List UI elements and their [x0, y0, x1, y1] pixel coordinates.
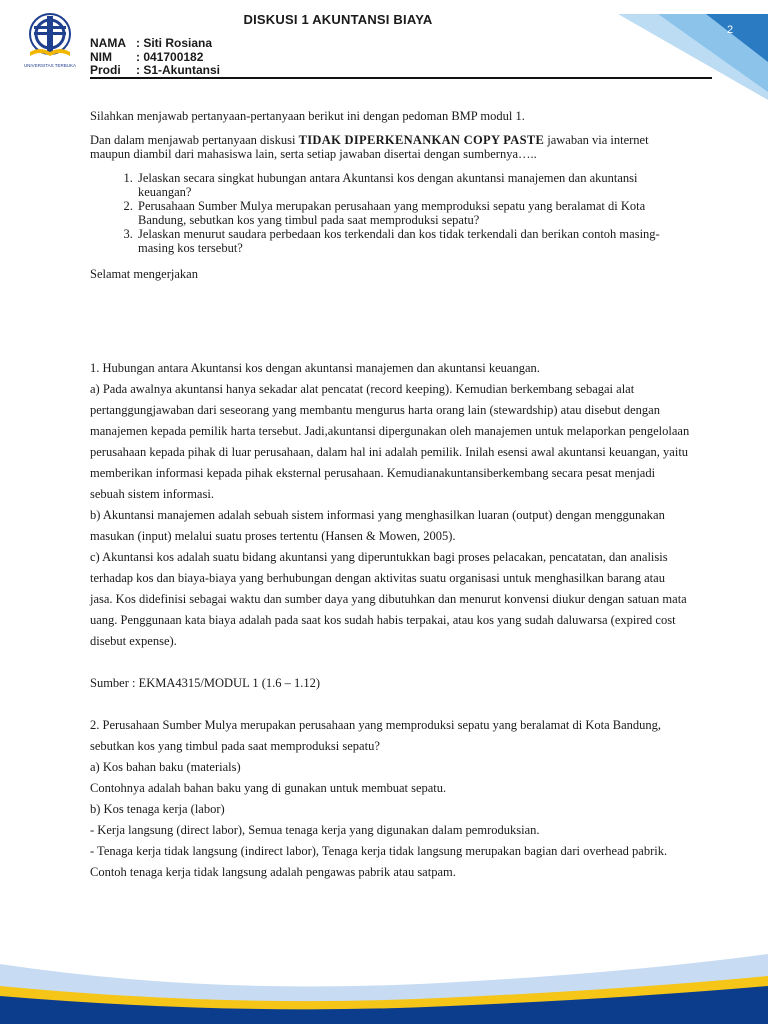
identity-row-nim — [90, 51, 220, 65]
identity-label: NIM — [90, 49, 112, 64]
answer-2-heading: 2. Perusahaan Sumber Mulya merupakan perusahaan yang memproduksi sepatu yang beralamat di Kota Bandung, sebutkan kos yang timbul pada saat memproduksi sepatu? — [90, 718, 662, 753]
answer-1-heading: 1. Hubungan antara Akuntansi kos dengan akuntansi manajemen dan akuntansi keuangan. — [90, 361, 540, 375]
closing-text: Selamat mengerjakan — [90, 267, 198, 281]
identity-value: : Siti Rosiana — [136, 36, 213, 50]
question-item: 1. Jelaskan secara singkat hubungan antara Akuntansi kos dengan akuntansi manajemen dan akuntansi keuangan? — [136, 171, 690, 199]
answer-2-line: - Tenaga kerja tidak langsung (indirect labor), Tenaga kerja tidak langsung merupakan bagian dari overhead pabrik. — [90, 844, 668, 858]
header-divider — [90, 77, 712, 79]
answer-2-line: Contoh tenaga kerja tidak langsung adalah pengawas pabrik atau satpam. — [90, 865, 456, 879]
answers-section — [90, 358, 690, 883]
instructions-section — [90, 109, 690, 291]
identity-row-prodi — [90, 64, 220, 78]
answer-2-line: - Kerja langsung (direct labor), Semua tenaga kerja yang digunakan dalam pemroduksian. — [90, 823, 540, 837]
identity-row-name — [90, 37, 220, 51]
identity-value: : 041700182 — [136, 49, 204, 64]
answer-2-line: b) Kos tenaga kerja (labor) — [90, 802, 225, 816]
question-item: 2. Perusahaan Sumber Mulya merupakan perusahaan yang memproduksi sepatu yang beralamat di Kota Bandung, sebutkan kos yang timbul pada saat memproduksi sepatu? — [136, 199, 690, 227]
page-number: 2 — [726, 24, 734, 36]
answer-source: Sumber : EKMA4315/MODUL 1 (1.6 – 1.12) — [90, 676, 321, 690]
document-title: DISKUSI 1 AKUNTANSI BIAYA — [243, 12, 433, 27]
question-item: 3. Jelaskan menurut saudara perbedaan kos terkendali dan kos tidak terkendali dan berikan contoh masing-masing kos tersebut? — [136, 227, 690, 255]
answer-2-line: Contohnya adalah bahan baku yang di gunakan untuk membuat sepatu. — [90, 781, 447, 795]
question-list — [90, 171, 690, 255]
footer-wave-decoration — [0, 924, 768, 1024]
identity-value: : S1-Akuntansi — [136, 63, 221, 77]
answer-1-a: a) Pada awalnya akuntansi hanya sekadar alat pencatat (record keeping). Kemudian berkembang sebagai alat pertanggungjawaban dari seseorang yang membantu mengurus harta orang lain (stewardship) atau disebut dengan manajemen kepada pemilik harta tersebut. Jadi,akuntansi dipergunakan oleh manajemen untuk melaporkan pengelolaan perusahaan kepada pihak di luar perusahaan, dalam hal ini adalah pemilik. Inilah esensi awal akuntansi keuangan, yaitu memberikan informasi kepada pihak eksternal perusahaan. Kemudianakuntansiberkembang secara pesat menjadi sebuah sistem informasi. — [90, 382, 690, 501]
instructions-intro: Silahkan menjawab pertanyaan-pertanyaan berikut ini dengan pedoman BMP modul 1. — [90, 109, 525, 123]
instructions-rule — [90, 133, 690, 161]
answer-1-b: b) Akuntansi manajemen adalah sebuah sistem informasi yang menghasilkan luaran (output) dengan menggunakan masukan (input) melalui suatu proses tertentu (Hansen & Mowen, 2005). — [90, 508, 665, 543]
rule-suffix: jawaban via internet maupun diambil dari mahasiswa lain, serta setiap jawaban disertai dengan sumbernya….. — [90, 133, 649, 161]
rule-prefix: Dan dalam menjawab pertanyaan diskusi — [90, 133, 299, 147]
answer-2-line: a) Kos bahan baku (materials) — [90, 760, 241, 774]
student-identity — [90, 37, 220, 78]
answer-1-c: c) Akuntansi kos adalah suatu bidang akuntansi yang diperuntukkan bagi proses pelacakan, pencatatan, dan analisis terhadap kos dan biaya-biaya yang berhubungan dengan aktivitas suatu organisasi untuk menghasilkan barang atau jasa. Kos didefinisi sebagai waktu dan sumber daya yang dibutuhkan dan menurut konvensi diukur dengan satuan mata uang. Penggunaan kata biaya adalah pada saat kos sudah habis terpakai, atau kos yang sudah daluwarsa (expired cost disebut expense). — [90, 550, 687, 648]
identity-label: NAMA — [90, 36, 126, 50]
identity-label: Prodi — [90, 63, 121, 77]
logo-text: UNIVERSITAS TERBUKA — [23, 63, 77, 68]
rule-bold: TIDAK DIPERKENANKAN COPY PASTE — [298, 133, 545, 147]
